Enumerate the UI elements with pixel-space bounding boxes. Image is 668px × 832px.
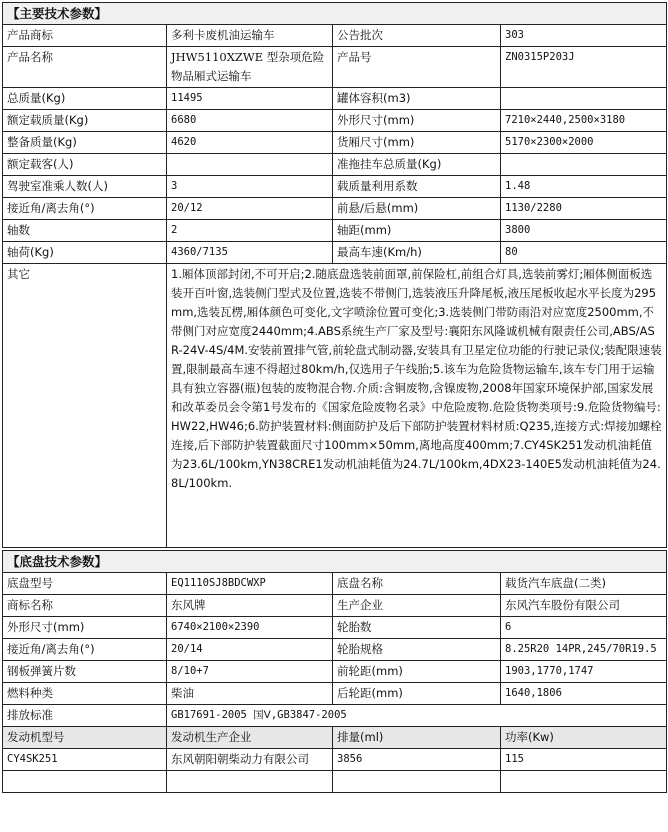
param-row [3,47,667,88]
param-value [501,154,667,176]
param-value: 303 [501,25,667,47]
param-label: 底盘名称 [333,573,501,595]
engine-maker [167,771,333,793]
param-label: 轮胎数 [333,617,501,639]
param-label: 产品号 [333,47,501,88]
param-value: 20/12 [167,198,333,220]
param-value: 20/14 [167,639,333,661]
param-value: 3800 [501,220,667,242]
chassis-tech-params-table [2,550,667,793]
param-label: 接近角/离去角(°) [3,198,167,220]
param-value: 东风汽车股份有限公司 [501,595,667,617]
engine-header-maker: 发动机生产企业 [167,727,333,749]
param-row [3,110,667,132]
param-label: 燃料种类 [3,683,167,705]
param-value: 1130/2280 [501,198,667,220]
engine-power: 115 [501,749,667,771]
engine-header-row [3,727,667,749]
engine-displacement [333,771,501,793]
chassis-row [3,573,667,595]
param-label: 轴距(mm) [333,220,501,242]
param-value [167,154,333,176]
main-section-title: 【主要技术参数】 [3,3,667,25]
emission-value: GB17691-2005 国Ⅴ,GB3847-2005 [167,705,667,727]
param-label: 接近角/离去角(°) [3,639,167,661]
param-label: 生产企业 [333,595,501,617]
param-value: 东风牌 [167,595,333,617]
main-tech-params-table [2,2,667,548]
param-value: 80 [501,242,667,264]
chassis-row [3,639,667,661]
param-row [3,242,667,264]
param-label: 前悬/后悬(mm) [333,198,501,220]
param-row [3,88,667,110]
param-value: 1640,1806 [501,683,667,705]
param-value: 4620 [167,132,333,154]
chassis-section-title: 【底盘技术参数】 [3,551,667,573]
param-value: 5170×2300×2000 [501,132,667,154]
engine-model [3,771,167,793]
param-value: 柴油 [167,683,333,705]
engine-power [501,771,667,793]
param-value: 11495 [167,88,333,110]
param-row [3,25,667,47]
param-row [3,220,667,242]
param-label: 整备质量(Kg) [3,132,167,154]
param-value: 8/10+7 [167,661,333,683]
param-value: 3 [167,176,333,198]
engine-displacement: 3856 [333,749,501,771]
param-label: 最高车速(Km/h) [333,242,501,264]
param-row [3,154,667,176]
param-label: 钢板弹簧片数 [3,661,167,683]
param-label: 后轮距(mm) [333,683,501,705]
param-label: 产品名称 [3,47,167,88]
param-label: 产品商标 [3,25,167,47]
param-label: 轮胎规格 [333,639,501,661]
param-label: 前轮距(mm) [333,661,501,683]
param-label: 公告批次 [333,25,501,47]
param-label: 额定载客(人) [3,154,167,176]
engine-header-displacement: 排量(ml) [333,727,501,749]
emission-row [3,705,667,727]
param-value [501,88,667,110]
param-row [3,132,667,154]
param-value: 6740×2100×2390 [167,617,333,639]
engine-row [3,749,667,771]
engine-model: CY4SK251 [3,749,167,771]
emission-label: 排放标准 [3,705,167,727]
param-label: 额定载质量(Kg) [3,110,167,132]
param-value: 4360/7135 [167,242,333,264]
engine-maker: 东风朝阳朝柴动力有限公司 [167,749,333,771]
engine-row [3,771,667,793]
chassis-row [3,617,667,639]
other-label: 其它 [3,264,167,548]
param-label: 货厢尺寸(mm) [333,132,501,154]
engine-header-model: 发动机型号 [3,727,167,749]
param-label: 罐体容积(m3) [333,88,501,110]
param-label: 底盘型号 [3,573,167,595]
param-label: 总质量(Kg) [3,88,167,110]
param-row [3,176,667,198]
param-row [3,198,667,220]
param-value: 1903,1770,1747 [501,661,667,683]
param-value: 6680 [167,110,333,132]
param-value: 多利卡废机油运输车 [167,25,333,47]
param-label: 驾驶室准乘人数(人) [3,176,167,198]
param-value: 载货汽车底盘(二类) [501,573,667,595]
param-value: 8.25R20 14PR,245/70R19.5 [501,639,667,661]
chassis-row [3,661,667,683]
param-label: 外形尺寸(mm) [333,110,501,132]
param-label: 轴荷(Kg) [3,242,167,264]
param-value: 6 [501,617,667,639]
param-value: JHW5110XZWE 型杂项危险物品厢式运输车 [167,47,333,88]
param-value: 2 [167,220,333,242]
param-value: 1.48 [501,176,667,198]
param-label: 商标名称 [3,595,167,617]
param-label: 外形尺寸(mm) [3,617,167,639]
param-value: 7210×2440,2500×3180 [501,110,667,132]
param-value: ZN0315P203J [501,47,667,88]
chassis-row [3,683,667,705]
param-label: 轴数 [3,220,167,242]
engine-header-power: 功率(Kw) [501,727,667,749]
chassis-row [3,595,667,617]
param-label: 载质量利用系数 [333,176,501,198]
other-row [3,264,667,548]
other-description: 1.厢体顶部封闭,不可开启;2.随底盘选装前面罩,前保险杠,前组合灯具,选装前雾灯;厢体侧面板选装开百叶窗,选装侧门型式及位置,选装不带侧门,选装液压升降尾板,液压尾板收起水平长度为295mm,选装瓦楞,厢体颜色可变化,文字喷涂位置可变化;3.选装侧门带防雨沿对应宽度2500mm,不带侧门对应宽度2440mm;4.ABS系统生产厂家及型号:襄阳东风隆诚机械有限责任公司,ABS/ASR-24V-4S/4M.安装前置排气管,前轮盘式制动器,安装具有卫星定位功能的行驶记录仪;装配限速装置,限制最高车速不得超过80km/h,仅选用子午线胎;5.该车为危险货物运输车,该车专门用于运输具有独立容器(瓶)包装的废物混合物.介质:含铜废物,含镍废物,2008年国家环境保护部,国家发展和改革委员会令第1号发布的《国家危险废物名录》中危险废物.危险货物类项号:9.危险货物编号:HW22,HW46;6.防护装置材料:侧面防护及后下部防护装置材料材质:Q235,连接方式:焊接加螺栓连接,后下部防护装置截面尺寸100mm×50mm,离地高度400mm;7.CY4SK251发动机油耗值为23.6L/100km,YN38CRE1发动机油耗值为24.7L/100km,4DX23-140E5发动机油耗值为24.8L/100km. [167,264,667,548]
param-label: 准拖挂车总质量(Kg) [333,154,501,176]
param-value: EQ1110SJ8BDCWXP [167,573,333,595]
